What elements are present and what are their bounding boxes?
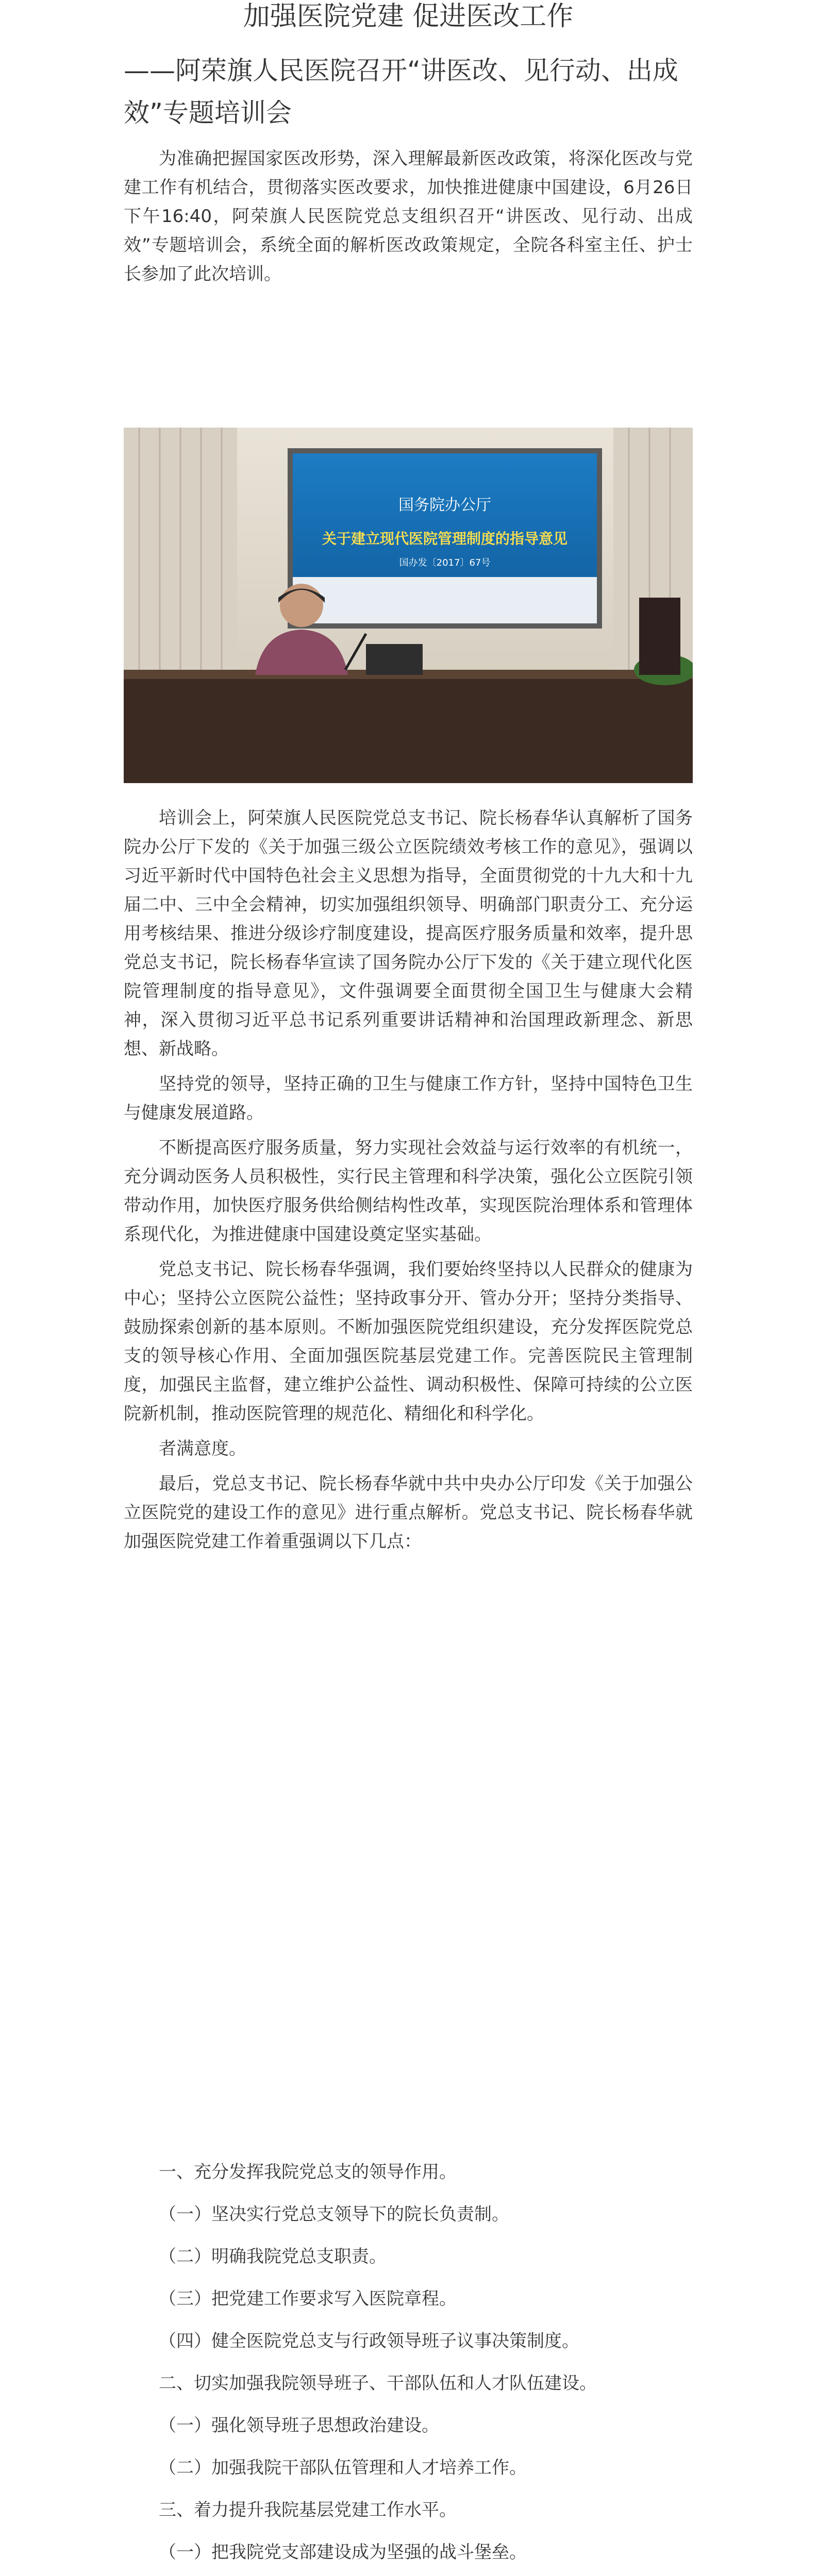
screen-text-3: 国办发〔2017〕67号 xyxy=(399,557,491,568)
outline-item: （三）把党建工作要求写入医院章程。 xyxy=(159,2289,457,2309)
paragraph-1: 培训会上，阿荣旗人民医院党总支书记、院长杨春华认真解析了国务院办公厅下发的《关于加强三级公立医院绩效考核工作的意见》，强调以习近平新时代中国特色社会主义思想为指导，全面贯彻党的十九大和十九届二中、三中全会精神，切实加强组织领导、明确部门职责分工、充分运用考核结果、推进分级诊疗制度建设，提高医疗服务质量和效率，提升思党总支书记，院长杨春华宣读了国务院办公厅下发的《关于建立现代化医院管理制度的指导意见》，文件强调要全面贯彻全国卫生与健康大会精神，深入贯彻习近平总书记系列重要讲话精神和治国理政新理念、新思想、新战略。 xyxy=(124,808,693,1059)
outline-item: 二、切实加强我院领导班子、干部队伍和人才队伍建设。 xyxy=(159,2373,597,2394)
paragraph-5: 者满意度。 xyxy=(159,1438,246,1459)
article-subtitle: ——阿荣旗人民医院召开“讲医改、见行动、出成效”专题培训会 xyxy=(124,56,678,128)
article-title: 加强医院党建 促进医改工作 xyxy=(243,1,574,32)
paragraph-6: 最后，党总支书记、院长杨春华就中共中央办公厅印发《关于加强公立医院党的建设工作的意见》进行重点解析。党总支书记、院长杨春华就加强医院党建工作着重强调以下几点： xyxy=(124,1473,693,1552)
paragraph-4: 党总支书记、院长杨春华强调，我们要始终坚持以人民群众的健康为中心；坚持公立医院公益性；坚持政事分开、管办分开；坚持分类指导、鼓励探索创新的基本原则。不断加强医院党组织建设，充分发挥医院党总支的领导核心作用、全面加强医院基层党建工作。完善医院民主管理制度，加强民主监督，建立维护公益性、调动积极性、保障可持续的公立医院新机制，推动医院管理的规范化、精细化和科学化。 xyxy=(124,1259,693,1424)
outline-section xyxy=(124,2159,693,2576)
outline-item: （四）健全医院党总支与行政领导班子议事决策制度。 xyxy=(159,2331,579,2351)
outline-item: （二）加强我院干部队伍管理和人才培养工作。 xyxy=(159,2458,527,2478)
screen-text-2: 关于建立现代医院管理制度的指导意见 xyxy=(322,530,568,547)
intro-section xyxy=(124,144,693,289)
outline-item: （一）把我院党支部建设成为坚强的战斗堡垒。 xyxy=(159,2542,527,2563)
outline-item: （一）强化领导班子思想政治建设。 xyxy=(159,2415,439,2436)
outline-item: （二）明确我院党总支职责。 xyxy=(159,2246,387,2267)
screen-text-1: 国务院办公厅 xyxy=(398,496,491,514)
body-section-1 xyxy=(124,804,693,1556)
intro-paragraph: 为准确把握国家医改形势，深入理解最新医改政策，将深化医改与党建工作有机结合，贯彻落实医改要求，加快推进健康中国建设，6月26日下午16:40，阿荣旗人民医院党总支组织召开“讲医改、见行动、出成效”专题培训会，系统全面的解析医改政策规定，全院各科室主任、护士长参加了此次培训。 xyxy=(124,148,693,284)
meeting-photo-presenter xyxy=(124,428,693,783)
paragraph-3: 不断提高医疗服务质量，努力实现社会效益与运行效率的有机统一，充分调动医务人员积极性，实行民主管理和科学决策，强化公立医院引领带动作用，加快医疗服务供给侧结构性改革，实现医院治理体系和管理体系现代化，为推进健康中国建设奠定坚实基础。 xyxy=(124,1138,693,1245)
outline-item: 一、充分发挥我院党总支的领导作用。 xyxy=(159,2162,457,2182)
paragraph-2: 坚持党的领导，坚持正确的卫生与健康工作方针，坚持中国特色卫生与健康发展道路。 xyxy=(124,1074,693,1123)
outline-item: （一）坚决实行党总支领导下的院长负责制。 xyxy=(159,2204,509,2225)
outline-item: 三、着力提升我院基层党建工作水平。 xyxy=(159,2500,457,2520)
